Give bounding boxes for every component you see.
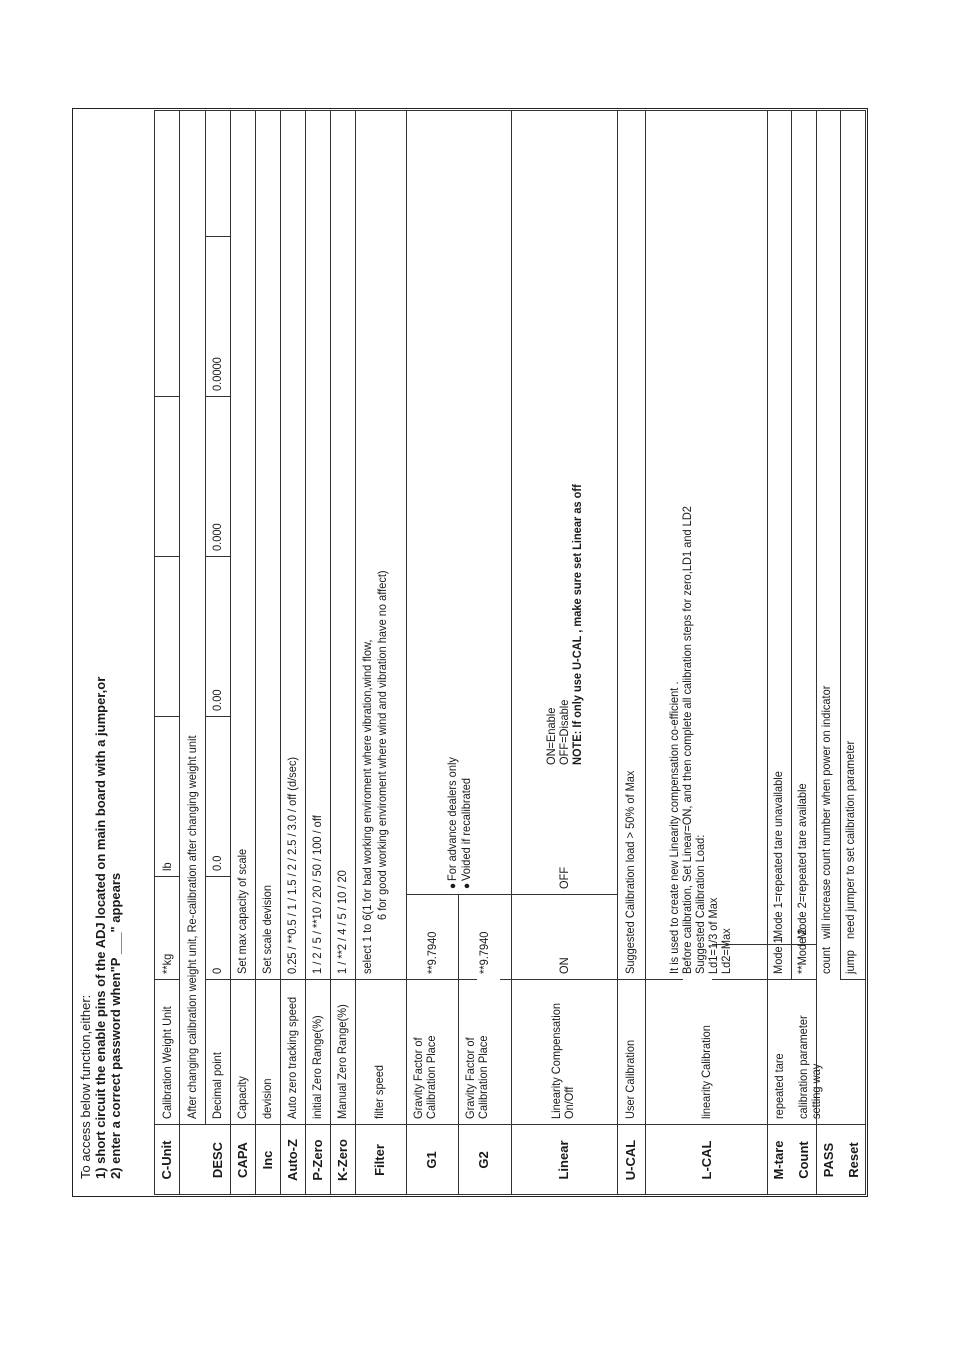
lcal-line: Ld2=Max xyxy=(719,928,733,974)
lcal-line: Before calibration, Set Linear=ON, and then complete all calibration steps for zero,LD1 and LD2 xyxy=(680,506,694,974)
desc-opt: 0 xyxy=(210,967,224,974)
count-name: calibration parameter setting way xyxy=(796,1015,823,1119)
desc-opt: 0.000 xyxy=(210,523,224,551)
code-g1: G1 xyxy=(424,1151,439,1169)
row-divider xyxy=(205,110,206,1125)
column-divider xyxy=(205,236,230,237)
inc-name: devision xyxy=(260,1078,274,1119)
kzero-value: 1 / **2 / 4 / 5 / 10 / 20 xyxy=(335,870,349,974)
column-divider xyxy=(500,979,683,980)
row-divider xyxy=(511,110,512,1195)
row-divider xyxy=(355,110,356,1195)
count-opt-count-desc: will increase count number when power on indicator xyxy=(819,685,833,939)
row-divider xyxy=(305,110,306,1195)
ucal-value: Suggested Calibration load > 50% of Max xyxy=(623,770,637,974)
intro-text xyxy=(78,119,123,1179)
filter-name: filter speed xyxy=(372,1064,386,1119)
code-desc: DESC xyxy=(210,1141,225,1179)
mtare-mode2: **Mode 2 xyxy=(795,928,809,974)
desc-opt: 0.0 xyxy=(210,855,224,871)
desc-opt: 0.0000 xyxy=(210,357,224,391)
lcal-line: Suggested Calibration Load: xyxy=(693,834,707,974)
cunit-note: After changing calibration weight unit, Re-calibration after changing weight unit xyxy=(185,735,199,1119)
code-c-unit: C-Unit xyxy=(159,1140,174,1180)
filter-desc-1: select 1 to 6(1 for bad working enviroment where vibration,wind flow, xyxy=(360,639,374,974)
table-border xyxy=(154,110,155,1195)
row-divider xyxy=(230,110,231,1195)
code-linear: Linear xyxy=(556,1140,571,1180)
desc-name: Decimal point xyxy=(210,1052,224,1119)
code-u-cal: U-CAL xyxy=(623,1139,638,1181)
row-divider xyxy=(458,895,459,1195)
intro-line-2: 1) short circuit the enable pins of the ADJ located on main board with a jumper,or xyxy=(93,676,108,1179)
inc-value: Set scale devision xyxy=(260,885,274,974)
code-g2: G2 xyxy=(476,1151,491,1169)
linear-name: Linearity Compensation On/Off xyxy=(549,1003,576,1119)
code-reset: Reset xyxy=(846,1142,861,1178)
kzero-name: Manual Zero Range(%) xyxy=(335,1004,349,1119)
g2-name: Gravity Factor of Calibration Place xyxy=(463,1035,490,1119)
row-divider xyxy=(791,110,792,980)
autoz-name: Auto zero tracking speed xyxy=(285,996,299,1119)
code-pass: PASS xyxy=(821,1142,836,1178)
intro-line-3: 2) enter a correct password when"P ___" appears xyxy=(108,872,123,1179)
desc-opt: 0.00 xyxy=(210,689,224,711)
linear-note: NOTE: If only use U-CAL , make sure set Linear as off xyxy=(570,484,584,765)
g-note-voided: ● Voided if recalibrated xyxy=(460,778,474,889)
pzero-value: 1 / 2 / 5 / **10 / 20 / 50 / 100 / off xyxy=(310,815,324,974)
code-inc: Inc xyxy=(260,1150,275,1170)
table-border xyxy=(154,110,866,111)
column-divider xyxy=(154,556,179,557)
code-capa: CAPA xyxy=(235,1142,250,1178)
row-divider xyxy=(840,110,841,980)
cunit-opt-kg: **kg xyxy=(160,953,174,974)
row-divider xyxy=(767,110,768,1195)
g1-name: Gravity Factor of Calibration Place xyxy=(411,1035,438,1119)
column-divider xyxy=(154,396,179,397)
ucal-name: User Calibration xyxy=(623,1039,637,1119)
lcal-line: Ld1=1/3 of Max xyxy=(706,897,720,974)
lcal-line: It is used to create new Linearity compensation co-efficient . xyxy=(667,681,681,974)
mtare-mode1: Mode 1 xyxy=(771,937,785,974)
column-divider xyxy=(205,876,230,877)
cunit-name: Calibration Weight Unit xyxy=(160,1006,174,1119)
pzero-name: initial Zero Range(%) xyxy=(310,1015,324,1119)
column-divider xyxy=(205,396,230,397)
row-divider xyxy=(406,110,407,1195)
row-divider xyxy=(330,110,331,1195)
column-divider xyxy=(712,979,816,980)
capa-value: Set max capacity of scale xyxy=(235,848,249,974)
cunit-opt-lb: lb xyxy=(160,862,174,871)
row-divider xyxy=(280,110,281,1195)
rotated-page xyxy=(72,108,868,1197)
linear-desc-off: OFF=Disable xyxy=(557,699,571,765)
intro-line-1: To access below function,either: xyxy=(78,994,93,1179)
column-divider xyxy=(205,716,230,717)
count-opt-count: count xyxy=(819,946,833,974)
code-p-zero: P-Zero xyxy=(310,1139,325,1181)
mtare-mode2-desc: Mode 2=repeated tare available xyxy=(795,783,809,939)
parameter-table xyxy=(154,110,866,1195)
column-divider xyxy=(154,716,179,717)
mtare-mode1-desc: Mode 1=repeated tare unavailable xyxy=(771,771,785,939)
count-opt-jump: jump xyxy=(843,950,857,974)
g2-value: **9.7940 xyxy=(477,931,491,974)
code-l-cal: L-CAL xyxy=(699,1140,714,1180)
g1-value: **9.7940 xyxy=(425,931,439,974)
count-opt-jump-desc: need jumper to set calibration parameter xyxy=(843,740,857,939)
filter-desc-2: 6 for good working enviroment where wind and vibration have no affect) xyxy=(375,570,389,920)
autoz-value: 0.25 / **0.5 / 1 / 1.5 / 2 / 2.5 / 3.0 / off (d/sec) xyxy=(285,756,299,974)
code-k-zero: K-Zero xyxy=(335,1139,350,1181)
row-divider xyxy=(179,110,180,1195)
linear-opt-off: OFF xyxy=(557,866,571,889)
row-divider xyxy=(255,110,256,1195)
capa-name: Capacity xyxy=(235,1076,249,1119)
column-divider xyxy=(154,876,179,877)
mtare-name: repeated tare xyxy=(772,1053,786,1119)
linear-desc-on: ON=Enable xyxy=(544,707,558,765)
row-divider xyxy=(645,110,646,1195)
code-count: Count xyxy=(796,1141,811,1179)
column-divider xyxy=(841,979,866,980)
g-note-dealers: ● For advance dealers only xyxy=(446,757,460,889)
row-divider xyxy=(865,110,866,1195)
code-m-tare: M-tare xyxy=(771,1140,786,1180)
column-divider xyxy=(154,979,179,980)
column-divider xyxy=(511,894,617,895)
column-divider xyxy=(205,556,230,557)
code-filter: Filter xyxy=(372,1144,387,1176)
column-divider xyxy=(205,979,477,980)
linear-opt-on: ON xyxy=(557,957,571,974)
lcal-name: linearity Calibration xyxy=(699,1025,713,1119)
code-auto-z: Auto-Z xyxy=(285,1139,300,1181)
row-divider xyxy=(617,110,618,1195)
